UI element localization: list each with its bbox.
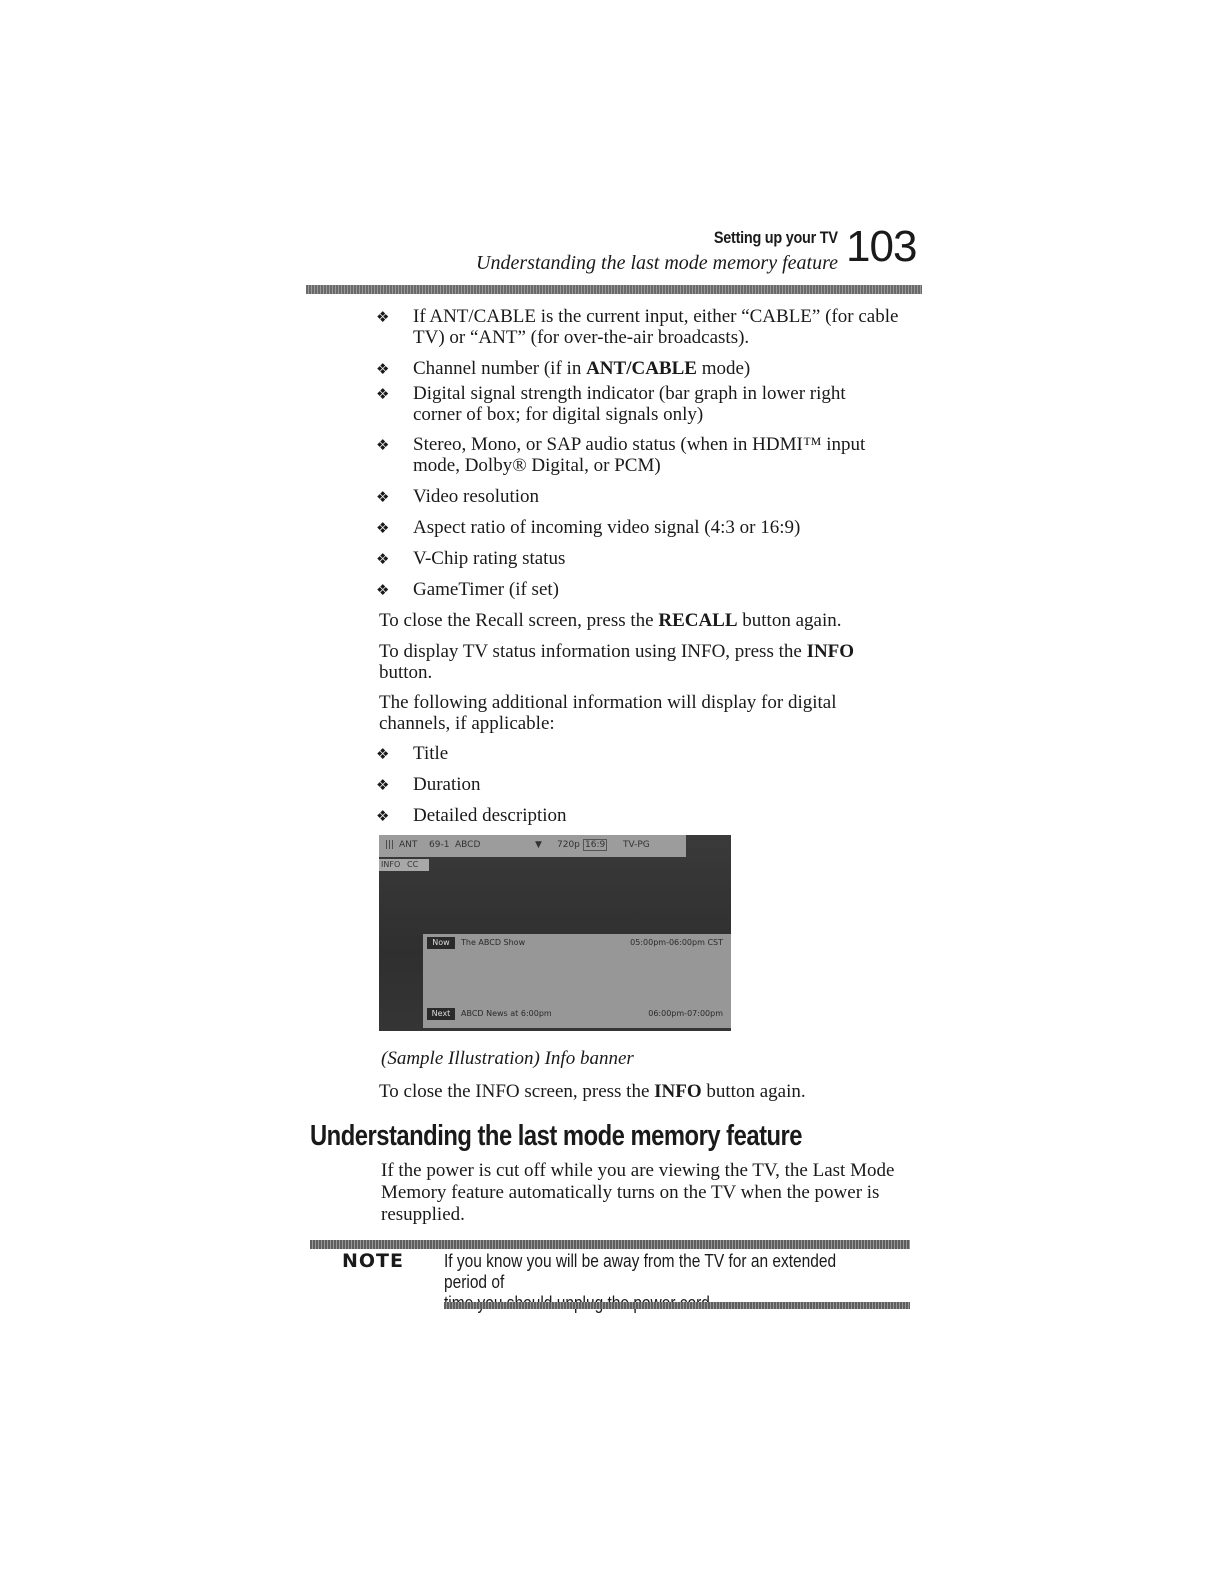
bullet-icon: ❖ (376, 581, 390, 599)
banner-top-bar: ||| ANT 69-1 ABCD ▼ 720p 16:9 TV-PG (379, 835, 686, 857)
section-heading: Understanding the last mode memory feature (310, 1120, 803, 1152)
program-panel (423, 934, 731, 1028)
bullet-icon: ❖ (376, 550, 390, 568)
info-banner-illustration (379, 835, 731, 1031)
running-header-subsection: Understanding the last mode memory feature (476, 252, 838, 274)
bullet-icon: ❖ (376, 488, 390, 506)
bullet-icon: ❖ (376, 807, 390, 825)
now-row: Now The ABCD Show 05:00pm-06:00pm CST (427, 937, 727, 951)
bullet-icon: ❖ (376, 308, 390, 326)
banner-info-bar: INFO CC (379, 859, 429, 871)
note-text: If you know you will be away from the TV for an extended period of (444, 1251, 837, 1292)
bullet-icon: ❖ (376, 360, 390, 378)
paragraph-last-mode: If the power is cut off while you are viewing the TV, the Last Mode Memory feature automatically turns on the TV when the power is resupplied. (381, 1160, 895, 1225)
running-header-section: Setting up your TV (714, 228, 838, 247)
bullet-icon: ❖ (376, 745, 390, 763)
note-rule-bottom (444, 1302, 910, 1309)
bullet-icon: ❖ (376, 776, 390, 794)
antenna-icon: ▼ (535, 840, 542, 850)
bullet-icon: ❖ (376, 436, 390, 454)
bullet-icon: ❖ (376, 519, 390, 537)
signal-strength-icon: ||| (385, 840, 395, 850)
page-number: 103 (846, 222, 917, 271)
figure-caption: (Sample Illustration) Info banner (381, 1048, 634, 1069)
bullet-icon: ❖ (376, 385, 390, 403)
paragraph-display-info: To display TV status information using INFO, press the INFO button. (379, 641, 855, 683)
paragraph-close-info: To close the INFO screen, press the INFO button again. (379, 1081, 806, 1102)
next-row: Next ABCD News at 6:00pm 06:00pm-07:00pm (427, 1008, 727, 1022)
paragraph-additional: The following additional information will display for digital channels, if applicable: (379, 692, 837, 734)
note-rule-top (310, 1240, 910, 1249)
note-label: NOTE (342, 1250, 404, 1272)
header-rule (306, 285, 922, 294)
paragraph-close-recall: To close the Recall screen, press the RECALL button again. (379, 610, 842, 631)
